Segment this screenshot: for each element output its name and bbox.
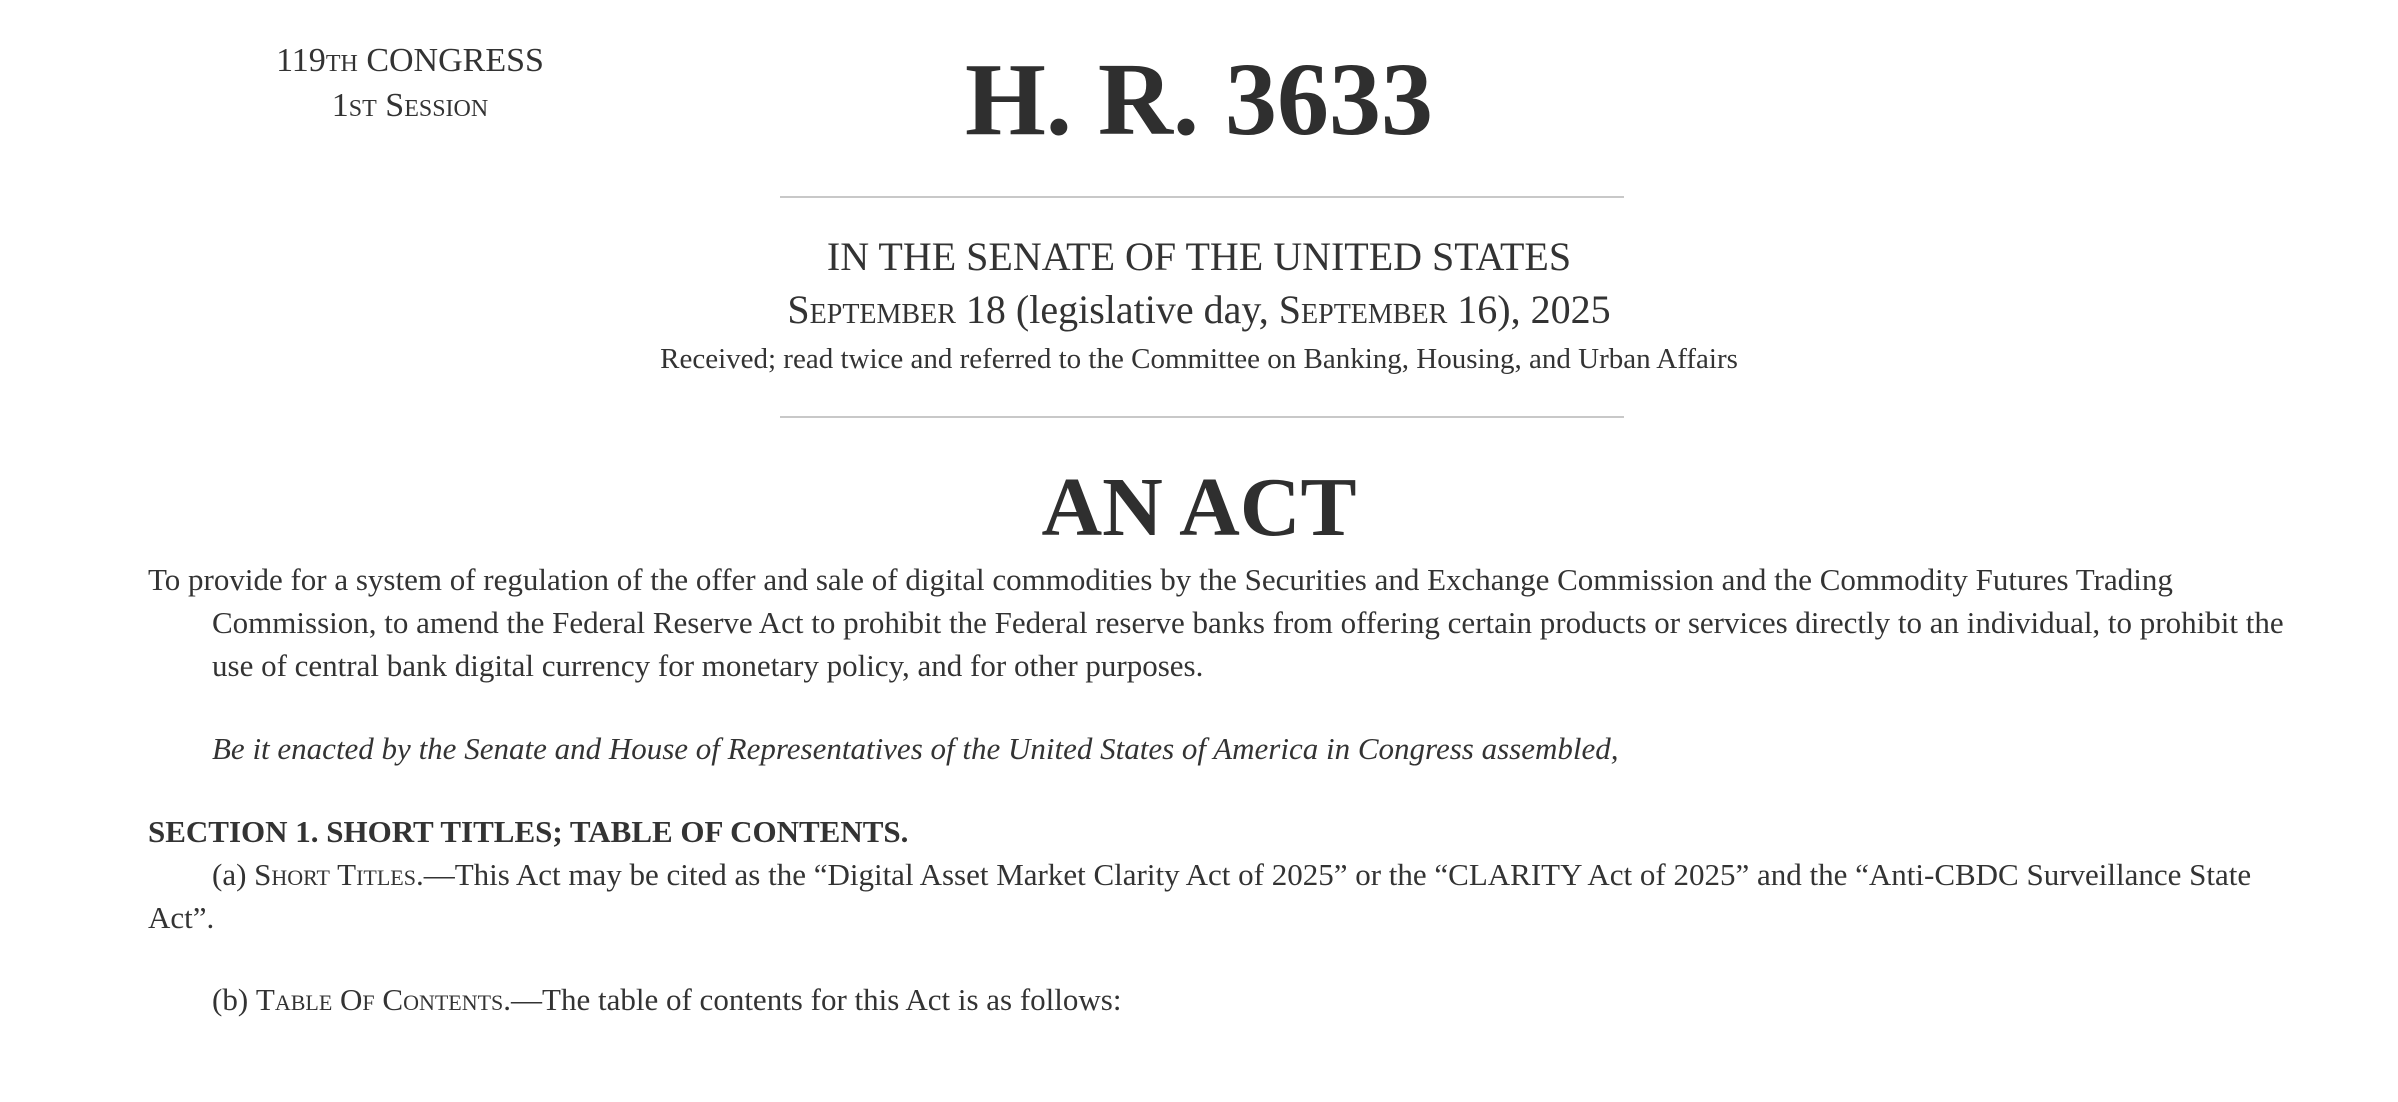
purpose-paragraph: To provide for a system of regulation of the offer and sale of digital commodities by the Securities and Exchange Commission and the Commodity Futures Trading Commission, to amend the Federal Reserve Act to prohibit the Federal reserve banks from offering certain products or services directly to an individual, to prohibit the use of central bank digital currency for monetary policy, and for other purposes. (148, 562, 2284, 683)
section-1a-text: .—This Act may be cited as the “Digital Asset Market Clarity Act of 2025” or the “CLARITY Act of 2025” and the “Anti-CBDC Surveillance State Act”. (148, 857, 2252, 935)
session-suffix: st (348, 87, 377, 124)
section-1-heading: SECTION 1. SHORT TITLES; TABLE OF CONTENTS. (148, 814, 909, 849)
date-month-1: September (787, 287, 956, 332)
date-line (0, 284, 2398, 336)
section-1a-heading: Short Titles (254, 857, 416, 892)
date-part-1: 18 (legislative day, (955, 287, 1279, 332)
congress-number: 119 (276, 42, 326, 79)
divider-top (780, 196, 1624, 198)
session-number: 1 (331, 87, 349, 124)
section-1b-text: .—The table of contents for this Act is as follows: (503, 982, 1122, 1017)
chamber-line: IN THE SENATE OF THE UNITED STATES (826, 234, 1572, 279)
enacting-clause: Be it enacted by the Senate and House of Representatives of the United States of America in Congress assembled, (212, 731, 1619, 766)
date-month-2: September (1278, 287, 1448, 332)
section-1b-paragraph (148, 978, 2322, 1021)
bill-number: H. R. 3633 (965, 42, 1433, 157)
section-1b-heading: Table Of Contents (255, 982, 504, 1017)
section-1b-label: (b) (212, 982, 256, 1017)
session-word: Session (385, 87, 489, 124)
divider-bottom (780, 416, 1624, 418)
act-heading: AN ACT (1041, 461, 1357, 554)
date-part-2: 16), 2025 (1447, 287, 1611, 332)
referral-line: Received; read twice and referred to the Committee on Banking, Housing, and Urban Affairs (660, 343, 1738, 375)
section-1a-paragraph (148, 853, 2258, 939)
congress-word: CONGRESS (366, 42, 544, 79)
section-1a-label: (a) (212, 857, 255, 892)
congress-suffix: th (325, 42, 358, 79)
